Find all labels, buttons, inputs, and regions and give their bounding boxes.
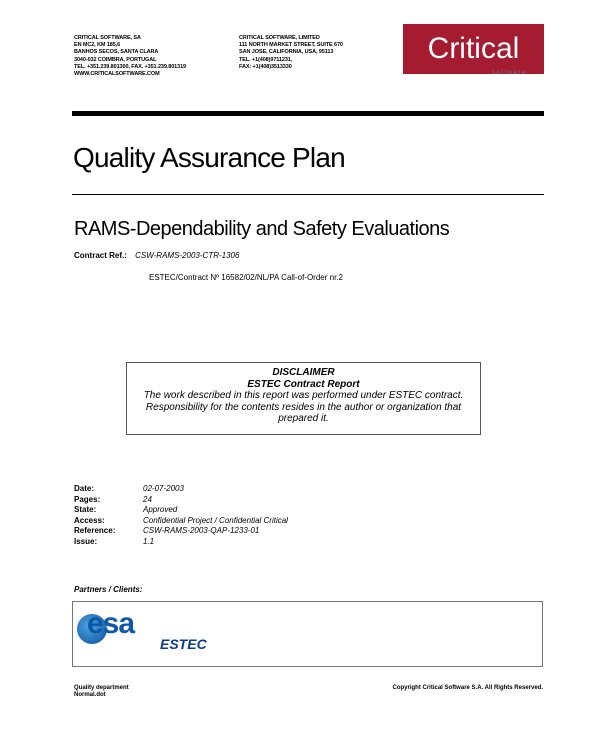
title-divider bbox=[72, 194, 544, 195]
estec-contract: ESTEC/Contract Nº 16582/02/NL/PA Call-of-Order nr.2 bbox=[149, 273, 343, 282]
partners-box bbox=[72, 601, 543, 667]
disclaimer-subtitle: ESTEC Contract Report bbox=[247, 378, 360, 390]
contract-ref bbox=[74, 251, 239, 260]
address-line: SAN JOSE, CALIFORNIA, USA, 95113 bbox=[239, 49, 334, 56]
esa-logo-text: esa bbox=[87, 607, 135, 640]
footer-department: Quality department bbox=[74, 685, 129, 691]
address-line: BANHOS SECOS, SANTA CLARA bbox=[74, 49, 159, 56]
meta-label: State: bbox=[74, 505, 97, 514]
footer-left bbox=[74, 685, 129, 699]
meta-row bbox=[74, 495, 288, 506]
critical-logo bbox=[403, 24, 544, 74]
address-line: CRITICAL SOFTWARE, SA bbox=[74, 35, 141, 41]
meta-label: Pages: bbox=[74, 494, 101, 504]
meta-label: Access: bbox=[74, 515, 105, 525]
meta-label: Reference: bbox=[74, 526, 116, 535]
header-divider bbox=[72, 111, 544, 116]
contract-label: Contract Ref.: bbox=[74, 251, 127, 260]
meta-row bbox=[74, 505, 288, 516]
address-line: CRITICAL SOFTWARE, LIMITED bbox=[239, 35, 320, 41]
meta-value: 24 bbox=[143, 494, 152, 504]
address-line: 111 NORTH MARKET STREET, SUITE 670 bbox=[239, 42, 343, 49]
address-line: WWW.CRITICALSOFTWARE.COM bbox=[74, 71, 160, 78]
footer-template: Normal.dot bbox=[74, 692, 106, 698]
address-line: TEL. +351.239.801300, FAX. +351.239.801319 bbox=[74, 63, 187, 70]
contract-value: CSW-RAMS-2003-CTR-1306 bbox=[135, 251, 240, 260]
meta-row bbox=[74, 516, 288, 527]
meta-value: CSW-RAMS-2003-QAP-1233-01 bbox=[143, 526, 260, 535]
disclaimer-title: DISCLAIMER bbox=[272, 367, 335, 378]
footer-copyright: Copyright Critical Software S.A. All Rights Reserved. bbox=[392, 685, 543, 691]
meta-value: 02-07-2003 bbox=[143, 484, 184, 493]
meta-value: Confidential Project / Confidential Critical bbox=[143, 515, 288, 525]
disclaimer-box bbox=[126, 362, 481, 435]
partners-label: Partners / Clients: bbox=[74, 585, 143, 594]
meta-value: 1.1 bbox=[143, 536, 155, 546]
logo-subtext: software bbox=[492, 70, 527, 76]
meta-row bbox=[74, 537, 288, 548]
page-title: Quality Assurance Plan bbox=[73, 142, 345, 173]
subtitle: RAMS-Dependability and Safety Evaluations bbox=[74, 218, 450, 240]
document-metadata bbox=[74, 484, 288, 547]
address-line: EN MC2, KM 185,6 bbox=[74, 42, 121, 49]
disclaimer-text: The work described in this report was performed under ESTEC contract. Responsibility for the contents resides in the author or organization that prepared it. bbox=[143, 390, 464, 424]
address-line: FAX: +1(408)3513330 bbox=[239, 63, 292, 70]
meta-row bbox=[74, 484, 288, 495]
address-usa bbox=[239, 35, 343, 71]
address-portugal bbox=[74, 35, 186, 78]
meta-label: Issue: bbox=[74, 536, 98, 546]
meta-value: Approved bbox=[143, 505, 178, 514]
address-line: 3040-032 COIMBRA, PORTUGAL bbox=[74, 56, 157, 63]
estec-logo-text: ESTEC bbox=[160, 636, 207, 652]
meta-row bbox=[74, 526, 288, 537]
address-line: TEL. +1(408)9711231, bbox=[239, 56, 293, 63]
logo-text: Critical bbox=[427, 32, 520, 65]
meta-label: Date: bbox=[74, 484, 95, 493]
